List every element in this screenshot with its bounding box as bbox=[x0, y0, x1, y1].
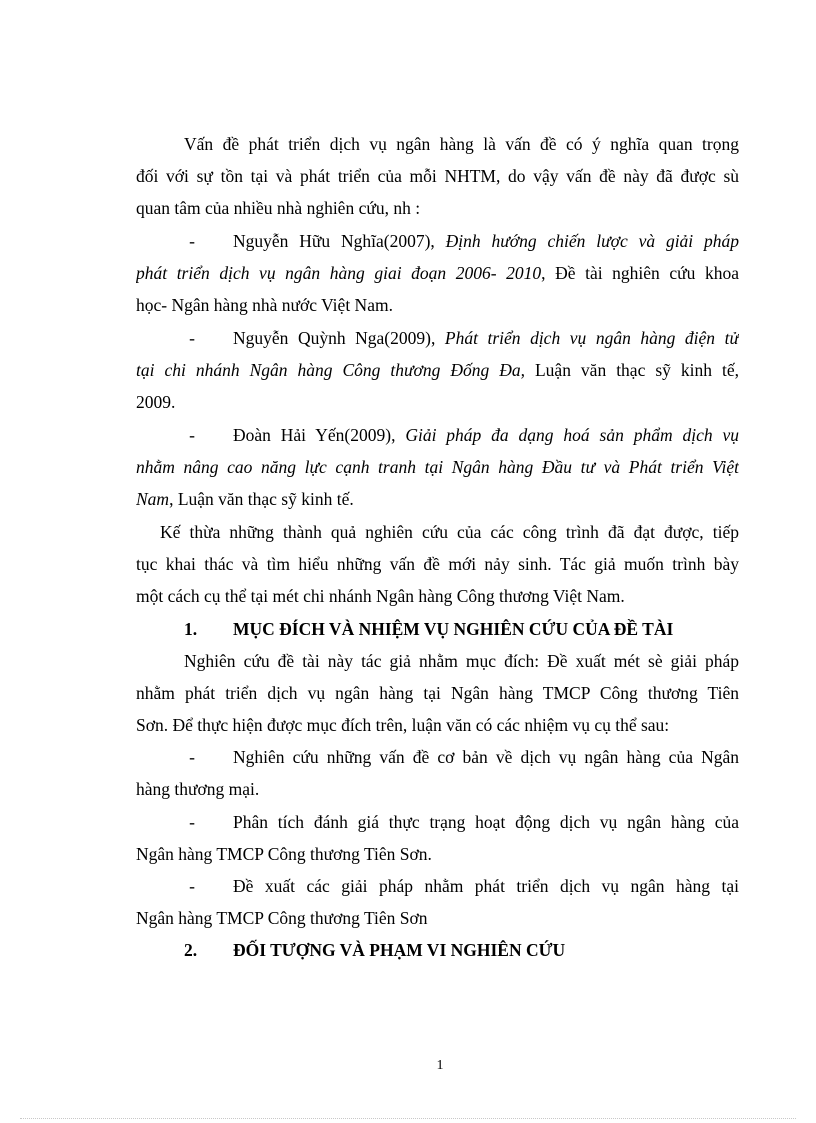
reference-2-line-1 bbox=[233, 322, 739, 354]
reference-3-line-2 bbox=[136, 451, 739, 483]
reference-3-author: Đoàn Hải Yến(2009), bbox=[233, 425, 396, 445]
reference-1-rest: , Đề tài nghiên cứu khoa bbox=[541, 263, 739, 283]
reference-2-line-2 bbox=[136, 354, 739, 386]
task-1-dash: - bbox=[189, 747, 195, 767]
reference-1-line-2 bbox=[136, 257, 739, 289]
section-1-number: 1. bbox=[184, 619, 198, 639]
paragraph-2-line-2: tục khai thác và tìm hiểu những vấn đề mới nảy sinh. Tác giả muốn trình bày bbox=[136, 554, 739, 574]
paragraph-2-line-3: một cách cụ thể tại mét chi nhánh Ngân hàng Công thương Việt Nam. bbox=[136, 586, 625, 606]
task-1-line-1: Nghiên cứu những vấn đề cơ bản về dịch vụ ngân hàng của Ngân bbox=[233, 747, 739, 767]
reference-1-line-1 bbox=[233, 225, 739, 257]
page-number: 1 bbox=[436, 1058, 444, 1073]
task-3-line-2: Ngân hàng TMCP Công thương Tiên Sơn bbox=[136, 908, 428, 928]
task-2-dash: - bbox=[189, 812, 195, 832]
reference-1-title-part-1: Định hướng chiến lược và giải pháp bbox=[445, 231, 739, 251]
reference-3-title-part-1: Giải pháp đa dạng hoá sản phẩm dịch vụ bbox=[405, 425, 739, 445]
paragraph-2-line-1: Kế thừa những thành quả nghiên cứu của các công trình đã đạt được, tiếp bbox=[160, 522, 739, 542]
reference-3-rest: , Luận văn thạc sỹ kinh tế. bbox=[169, 489, 354, 509]
reference-1-author: Nguyễn Hữu Nghĩa(2007), bbox=[233, 231, 435, 251]
task-3-dash: - bbox=[189, 876, 195, 896]
task-3-line-1: Đề xuất các giải pháp nhằm phát triển dịch vụ ngân hàng tại bbox=[233, 876, 739, 896]
task-2-line-2: Ngân hàng TMCP Công thương Tiên Sơn. bbox=[136, 844, 432, 864]
reference-1-line-3: học- Ngân hàng nhà nước Việt Nam. bbox=[136, 295, 393, 315]
reference-1-dash: - bbox=[189, 231, 195, 251]
paragraph-3-line-1: Nghiên cứu đề tài này tác giả nhằm mục đích: Đề xuất mét sè giải pháp bbox=[184, 651, 739, 671]
paragraph-1-line-3: quan tâm của nhiều nhà nghiên cứu, nh : bbox=[136, 198, 421, 218]
page-bottom-divider bbox=[20, 1118, 796, 1119]
reference-3-dash: - bbox=[189, 425, 195, 445]
reference-3-line-3 bbox=[136, 483, 739, 515]
reference-2-title-part-2: tại chi nhánh Ngân hàng Công thương Đống Đa, bbox=[136, 360, 525, 380]
reference-1-title-part-2: phát triển dịch vụ ngân hàng giai đoạn 2006- 2010 bbox=[136, 263, 542, 283]
reference-2-rest: Luận văn thạc sỹ kinh tế, bbox=[525, 360, 739, 380]
paragraph-3-line-3: Sơn. Để thực hiện được mục đích trên, luận văn có các nhiệm vụ cụ thể sau: bbox=[136, 715, 670, 735]
paragraph-1-line-2: đối với sự tồn tại và phát triển của mỗi NHTM, do vậy vấn đề này đã được sù bbox=[136, 166, 739, 186]
reference-3-title-part-3: Nam bbox=[136, 489, 170, 509]
task-2-line-1: Phân tích đánh giá thực trạng hoạt động dịch vụ ngân hàng của bbox=[233, 812, 739, 832]
section-2-title: ĐỐI TƯỢNG VÀ PHẠM VI NGHIÊN CỨU bbox=[233, 940, 566, 960]
paragraph-1-line-1: Vấn đề phát triển dịch vụ ngân hàng là vấn đề có ý nghĩa quan trọng bbox=[184, 134, 739, 154]
reference-2-title-part-1: Phát triển dịch vụ ngân hàng điện tử bbox=[444, 328, 739, 348]
reference-3-title-part-2: nhằm nâng cao năng lực cạnh tranh tại Ngân hàng Đầu tư và Phát triển Việt bbox=[136, 457, 739, 477]
task-1-line-2: hàng thương mại. bbox=[136, 779, 260, 799]
reference-2-author: Nguyễn Quỳnh Nga(2009), bbox=[233, 328, 436, 348]
reference-3-line-1 bbox=[233, 419, 739, 451]
section-1-title: MỤC ĐÍCH VÀ NHIỆM VỤ NGHIÊN CỨU CỦA ĐỀ TÀI bbox=[233, 619, 674, 639]
paragraph-3-line-2: nhằm phát triển dịch vụ ngân hàng tại Ngân hàng TMCP Công thương Tiên bbox=[136, 683, 739, 703]
section-2-number: 2. bbox=[184, 940, 198, 960]
reference-2-line-3: 2009. bbox=[136, 392, 176, 412]
reference-2-dash: - bbox=[189, 328, 195, 348]
